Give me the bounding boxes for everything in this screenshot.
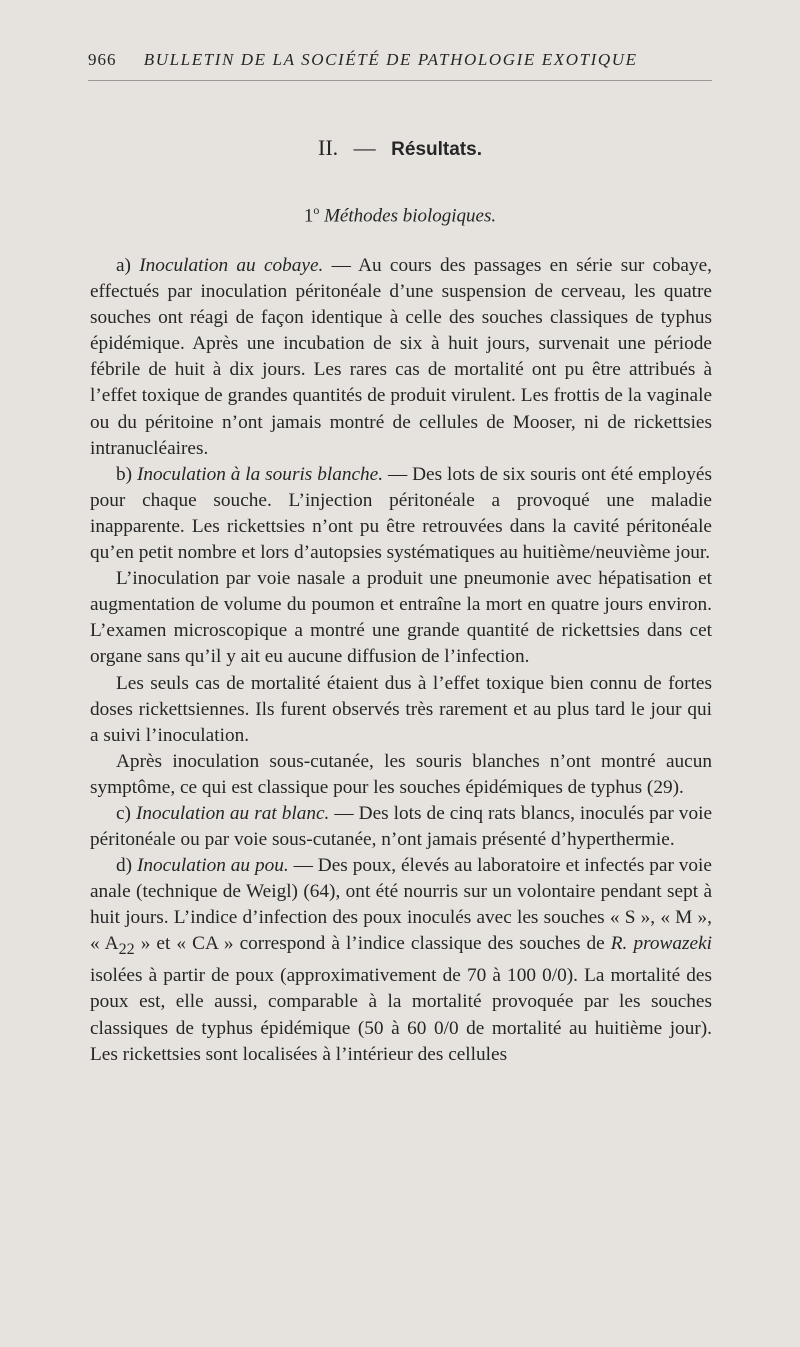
paragraph-marker: b) [116,463,133,485]
paragraph-text: L’inoculation par voie nasale a produit une pneumonie avec hépatisation et augmentation de volume du poumon et entraîne la mort en quatre jours environ. L’examen microscopique a montré une grande quantité de rickettsies dans cet organe sans qu’il y ait eu aucune diffusion de l’infection. [90,568,712,668]
paragraph-marker: a) [116,255,131,276]
paragraph [90,462,712,566]
subsection-heading [0,203,800,227]
subsection-ordinal: o [313,203,320,217]
paragraph-heading: Inoculation au rat blanc. [136,802,330,824]
section-title: Résultats. [391,139,482,160]
paragraph [90,253,712,462]
section-number: II. [318,135,339,160]
paragraph-heading: Inoculation au pou. [136,855,289,877]
running-head [88,50,710,70]
paragraph [90,801,712,853]
paragraph-text: » et « CA » correspond à l’indice classique des souches de [134,933,611,955]
section-dash: — [353,135,376,160]
subsection-number: 1 [303,205,314,227]
paragraph-marker: d) [116,855,133,877]
body-text [90,253,712,1068]
paragraph-text: Après inoculation sous-cutanée, les souris blanches n’ont montré aucun symptôme, ce qui est classique pour les souches épidémiques de typhus (29). [90,750,712,798]
paragraph-text: — Des poux, élevés au laboratoire et infectés par voie anale (technique de Weigl) (64), ont été nourris sur un volontaire pendant sept à huit jours. L’indice d’infection des poux inoculés avec les souches « S », « M », « A [90,855,712,955]
paragraph [90,671,712,749]
header-rule [88,80,712,81]
paragraph-heading: Inoculation à la souris blanche. [136,463,384,485]
paragraph-heading: Inoculation au cobaye. [139,255,324,276]
paragraph [90,566,712,670]
paragraph-text: — Des lots de six souris ont été employés pour chaque souche. L’injection péritonéale a provoqué une maladie inapparente. Les rickettsies n’ont pu être retrouvées dans la cavité péritonéale qu’en petit nombre et lors d’autopsies systématiques au huitième/neuvième jour. [90,463,712,564]
species-name: R. prowazeki [610,933,712,955]
paragraph-text: Les seuls cas de mortalité étaient dus à l’effet toxique bien connu de fortes doses rickettsiennes. Ils furent observés très rarement et au plus tard le jour qui a suivi l’inoculation. [90,672,712,746]
paragraph [90,749,712,801]
paragraph [90,853,712,1068]
page-number: 966 [88,50,117,69]
paragraph-text: — Des lots de cinq rats blancs, inoculés par voie péritonéale ou par voie sous-cutanée, n’ont jamais présenté d’hyperthermie. [90,802,712,851]
journal-title: BULLETIN DE LA SOCIÉTÉ DE PATHOLOGIE EXOTIQUE [143,50,638,69]
paragraph-text: isolées à partir de poux (approximativement de 70 à 100 0/0). La mortalité des poux est, elle aussi, comparable à la mortalité provoquée par les souches classiques de typhus épidémique (50 à 60 0/0 de mortalité au huitième jour). Les rickettsies sont localisées à l’intérieur des cellules [90,965,712,1065]
paragraph-marker: c) [116,802,131,824]
paragraph-text: — Au cours des passages en série sur cobaye, effectués par inoculation péritonéale d’une suspension de cerveau, les quatre souches ont réagi de façon identique à celle des souches classiques de typhus épidémique. Après une incubation de six à huit jours, survenait une période fébrile de huit à dix jours. Les rares cas de mortalité ont pu être attribués à l’effet toxique de grandes quantités de produit virulent. Les frottis de la vaginale ou du péritoine n’ont jamais montré de cellules de Mooser, ni de rickettsies intranucléaires. [90,255,712,459]
section-heading [0,135,800,161]
subsection-title: Méthodes biologiques. [324,205,497,227]
strain-subscript: 22 [118,941,135,959]
